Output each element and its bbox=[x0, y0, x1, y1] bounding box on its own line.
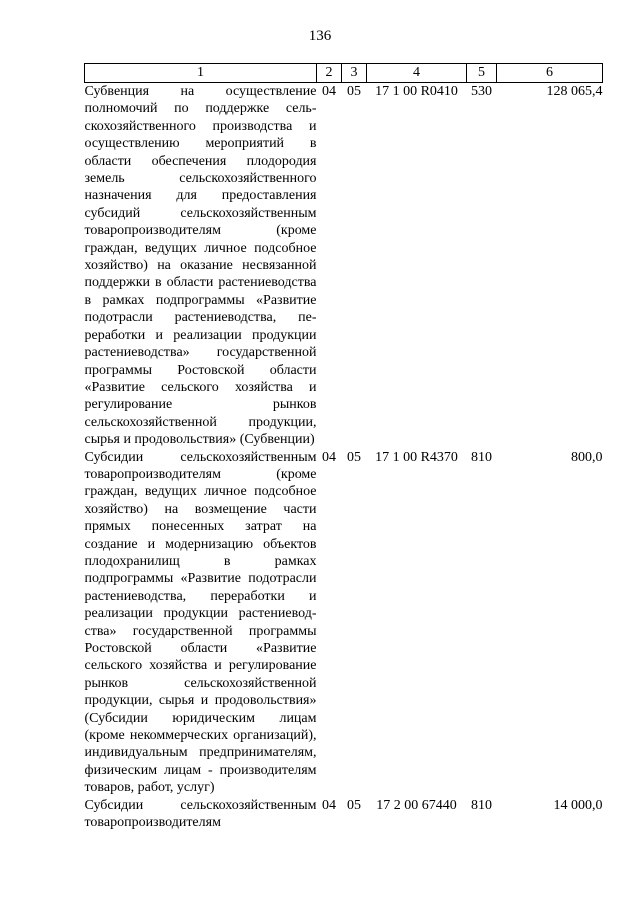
row-subsection-code: 05 bbox=[347, 797, 361, 813]
table-header-row bbox=[85, 64, 603, 83]
row-subsection-code: 05 bbox=[347, 449, 361, 465]
row-description: Субсидии сельскохозяйственным товаропроизводителям (кроме граждан, ведущих личное подсобное хозяйство) на возмещение части прямых понесенных затрат на создание и модернизацию объектов плодохранилищ в рамках подпрограммы «Развитие подотрасли растениеводства, переработки и реализации продукции растениеводства» государственной программы Ростовской области «Развитие сельского хозяйства и регулирование рынков сельскохозяйственной продукции, сырья и продовольствия» (Субсидии юридическим лицам (кроме некоммерческих организаций), индивидуальным предпринимателям, физическим лицам - производителям товаров, работ, услуг) bbox=[84, 449, 317, 796]
row-expense-type: 810 bbox=[471, 449, 492, 465]
budget-table bbox=[84, 63, 603, 831]
row-section-code: 04 bbox=[322, 797, 336, 813]
row-description: Субвенция на осуществление полномочий по поддержке сельскохозяйственного производства и осуществлению мероприятий в области обеспечения плодородия земель сельскохозяйственного назначения для предоставления субсидий сельскохозяйственным товаропроизводителям (кроме граждан, ведущих личное подсобное хозяйство) на оказание несвязанной поддержки в области растениеводства в рамках подпрограммы «Развитие подотрасли растениеводства, переработки и реализации продукции растениеводства» государственной программы Ростовской области «Развитие сельского хозяйства и регулирование рынков сельскохозяйственной продукции, сырья и продовольствия» (Субвенции) bbox=[84, 84, 317, 448]
row-description: Субсидии сельскохозяйственным товаропроизводителям bbox=[84, 797, 317, 831]
table-row bbox=[85, 83, 603, 449]
row-amount: 128 065,4 bbox=[546, 84, 603, 99]
header-col-6: 6 bbox=[497, 64, 603, 83]
row-target-article: 17 1 00 R0410 bbox=[375, 84, 458, 99]
table-row bbox=[85, 449, 603, 797]
row-amount: 14 000,0 bbox=[553, 797, 603, 813]
row-amount: 800,0 bbox=[571, 449, 603, 465]
header-col-1: 1 bbox=[85, 64, 317, 83]
row-expense-type: 530 bbox=[471, 84, 492, 99]
header-col-4: 4 bbox=[367, 64, 467, 83]
row-target-article: 17 1 00 R4370 bbox=[375, 449, 458, 465]
row-section-code: 04 bbox=[322, 84, 336, 99]
row-section-code: 04 bbox=[322, 449, 336, 465]
page-number: 136 bbox=[308, 28, 332, 44]
row-expense-type: 810 bbox=[471, 797, 492, 813]
row-subsection-code: 05 bbox=[347, 84, 361, 99]
row-target-article: 17 2 00 67440 bbox=[376, 797, 457, 813]
header-col-5: 5 bbox=[467, 64, 497, 83]
header-col-3: 3 bbox=[342, 64, 367, 83]
header-col-2: 2 bbox=[317, 64, 342, 83]
table-row bbox=[85, 797, 603, 832]
